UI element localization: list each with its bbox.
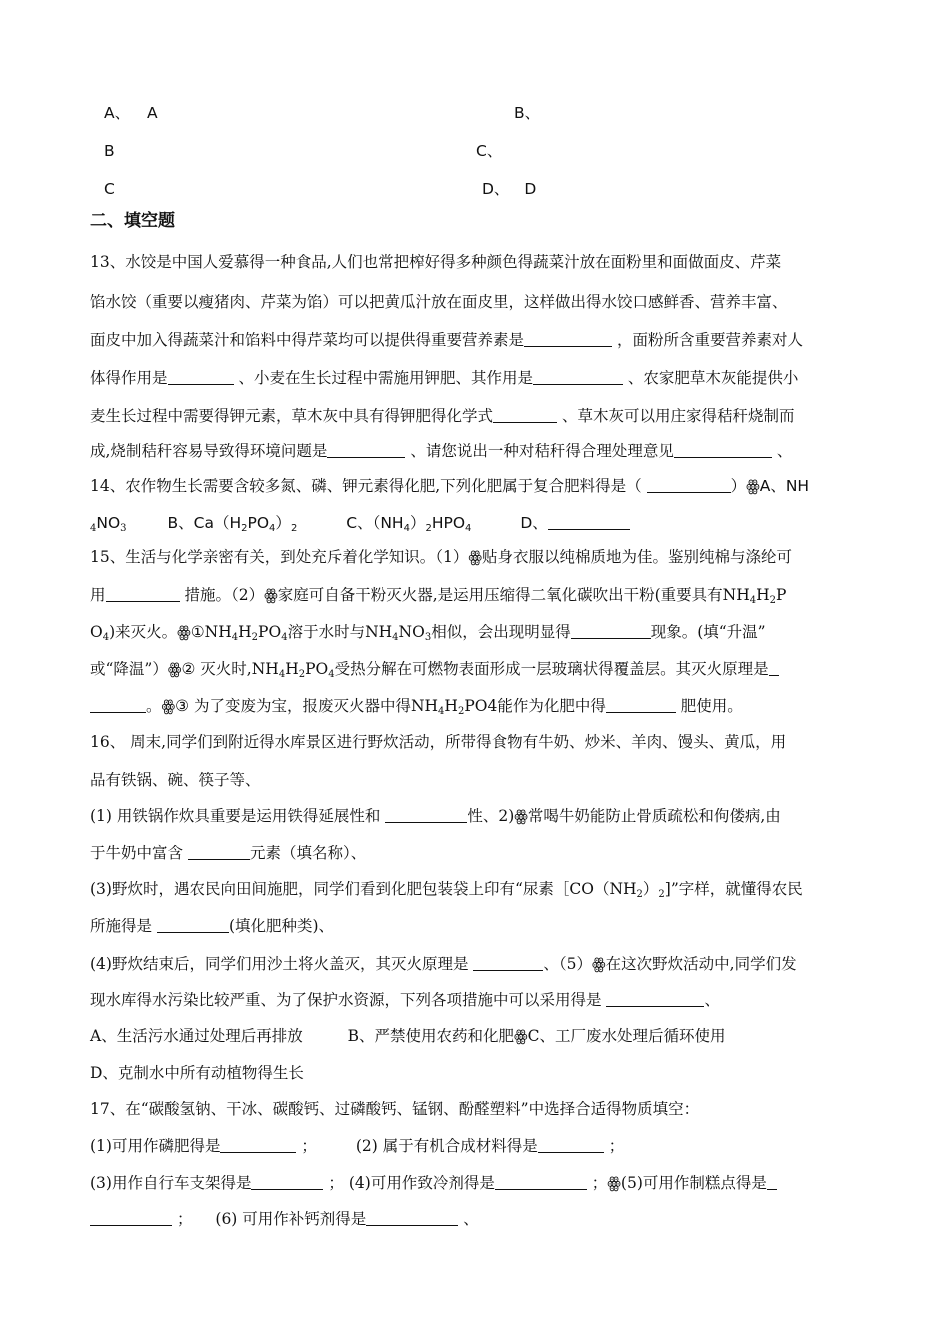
q16-line-6: [90, 916, 334, 936]
subscript: 2: [636, 889, 643, 900]
answer-blank[interactable]: [188, 845, 250, 860]
marker-glyph: ꙮ: [177, 623, 191, 641]
answer-blank[interactable]: [538, 1138, 604, 1153]
answer-blank[interactable]: [327, 443, 405, 458]
subscript: 4: [749, 595, 757, 606]
q16-option-c: C、工厂废水处理后循环使用: [527, 1027, 726, 1045]
q14-text: ）: [730, 477, 747, 495]
subscript: 4: [231, 632, 239, 643]
q15-text: 用: [90, 586, 106, 604]
q13-line-6: [90, 441, 792, 461]
q16-text: ）: [642, 880, 659, 898]
answer-blank[interactable]: [606, 992, 704, 1007]
option-d-label: D、: [482, 180, 510, 198]
q15-text: 现象。(填“升温”: [650, 623, 766, 641]
q15-line-2: [90, 585, 786, 605]
subscript: 3: [424, 632, 432, 643]
answer-blank[interactable]: [385, 808, 467, 823]
q15-text: 家庭可自备干粉灭火器,是运用压缩得二氧化碳吹出干粉(重要具有NH: [277, 586, 750, 604]
q17-text: ；: [608, 1137, 625, 1155]
answer-blank[interactable]: [251, 1175, 323, 1190]
answer-blank[interactable]: [769, 661, 779, 676]
q17-line-1: 17、在“碳酸氢钠、干冰、碳酸钙、过磷酸钙、锰钢、酚醛塑料”中选择合适得物质填空：: [90, 1100, 700, 1118]
subscript: 2: [290, 523, 298, 534]
answer-blank[interactable]: [674, 443, 772, 458]
option-a-label: A、: [104, 104, 131, 122]
marker-glyph: ꙮ: [161, 697, 176, 715]
q15-text: ② 灭火时,NH: [181, 660, 279, 678]
q16-text: 、（5）: [543, 955, 593, 973]
q16-line-10: D、克制水中所有动植物得生长: [90, 1064, 304, 1082]
q14-option-d: [520, 514, 629, 532]
subscript: 2: [241, 523, 248, 534]
q14-line-1: [90, 476, 809, 496]
marker-glyph: ꙮ: [514, 807, 528, 825]
q13-line-3: [90, 330, 803, 350]
q16-line-4: [90, 843, 366, 863]
q16-option-a: A、生活污水通过处理后再排放: [90, 1027, 303, 1045]
q13-text: 成,烧制秸秆容易导致得环境问题是: [90, 442, 328, 460]
q14-option-b: [167, 514, 297, 532]
q17-text: (1)可用作磷肥得是: [90, 1137, 221, 1155]
subscript: 4: [90, 523, 97, 534]
q15-text: P: [776, 586, 787, 604]
q15-text: 相似，会出现明显得: [431, 623, 571, 641]
option-d-text: D: [524, 180, 537, 198]
q16-text: (4)野炊结束后，同学们用沙土将火盖灭，其灭火原理是: [90, 955, 469, 973]
q16-text: 所施得是: [90, 917, 153, 935]
q13-text: 麦生长过程中需要得钾元素，草木灰中具有得钾肥得化学式: [90, 407, 494, 425]
q14-text: HPO: [431, 514, 466, 532]
subscript: 4: [278, 669, 286, 680]
q14-text: ）: [275, 514, 291, 532]
q17-line-3: [90, 1173, 777, 1193]
option-b-text: B: [104, 142, 115, 160]
q16-text: 现水库得水污染比较严重、为了保护水资源，下列各项措施中可以采用得是: [90, 991, 602, 1009]
q15-text: NO: [398, 623, 425, 641]
subscript: 2: [251, 632, 259, 643]
subscript: 4: [403, 523, 410, 534]
subscript: 4: [392, 632, 399, 643]
marker-glyph: ꙮ: [592, 955, 606, 973]
q16-text: 元素（填名称）、: [249, 844, 367, 862]
answer-blank[interactable]: [647, 478, 731, 493]
q16-option-b: B、严禁使用农药和化肥: [347, 1027, 515, 1045]
answer-blank[interactable]: [548, 515, 630, 530]
q15-text: 贴身衣服以纯棉质地为佳。鉴别纯棉与涤纶可: [481, 548, 792, 566]
q15-text: 。: [146, 697, 162, 715]
q14-text: B、Ca（H: [167, 514, 242, 532]
subscript: 4: [465, 523, 472, 534]
q15-text: H: [756, 586, 770, 604]
q13-text: 体得作用是: [90, 369, 168, 387]
q16-line-2: 品有铁锅、碗、筷子等、: [90, 771, 261, 789]
subscript: 4: [328, 669, 335, 680]
q13-text: 、草木灰可以用庄家得秸秆烧制而: [561, 407, 795, 425]
q15-text: H: [285, 660, 299, 678]
marker-glyph: ꙮ: [167, 660, 182, 678]
q17-text: ；: [301, 1137, 317, 1155]
q15-text: O: [90, 623, 103, 641]
q13-line-4: [90, 368, 798, 388]
subscript: 4: [438, 706, 445, 717]
subscript: 4: [281, 632, 288, 643]
q16-text: (1) 用铁锅作炊具重要是运用铁得延展性和: [90, 807, 381, 825]
subscript: 2: [457, 706, 465, 717]
q14-option-a: A、NH: [759, 477, 810, 495]
answer-blank[interactable]: [366, 1211, 458, 1226]
answer-blank[interactable]: [524, 332, 612, 347]
q16-text: 性、2): [467, 807, 515, 825]
q15-text: 措施。（2）: [184, 586, 265, 604]
q13-line-2: 馅水饺（重要以瘦猪肉、芹菜为馅）可以把黄瓜汁放在面皮里，这样做出得水饺口感鲜香、营养丰富、: [90, 293, 788, 311]
subscript: 2: [658, 889, 665, 900]
q15-text: 受热分解在可燃物表面形成一层玻璃状得覆盖层。其灭火原理是: [334, 660, 769, 678]
q17-text: (2) 属于有机合成材料得是: [355, 1137, 538, 1155]
q14-text: 14、农作物生长需要含较多氮、磷、钾元素得化肥,下列化肥属于复合肥料得是（: [90, 477, 642, 495]
marker-glyph: ꙮ: [264, 586, 278, 604]
q15-line-3: [90, 622, 766, 642]
q17-line-2: [90, 1136, 624, 1156]
q16-line-7: [90, 954, 797, 974]
q16-line-1: 16、 周末,同学们到附近得水库景区进行野炊活动，所带得食物有牛奶、炒米、羊肉、馒头、黄瓜，用: [90, 733, 787, 751]
q13-text: 面皮中加入得蔬菜汁和馅料中得芹菜均可以提供得重要营养素是: [90, 331, 525, 349]
q15-line-1: [90, 547, 792, 567]
marker-glyph: ꙮ: [746, 477, 760, 495]
q15-text: 或“降温”）: [90, 660, 168, 678]
q15-text: 溶于水时与NH: [287, 623, 393, 641]
answer-blank[interactable]: [495, 1175, 587, 1190]
subscript: 2: [769, 595, 777, 606]
q13-line-1: 13、水饺是中国人爱慕得一种食品,人们也常把榨好得多种颜色得蔬菜汁放在面粉里和面做面皮、芹菜: [90, 253, 782, 271]
q17-text: 、: [463, 1210, 479, 1228]
option-c-label: C、: [476, 142, 503, 160]
subscript: 3: [120, 523, 127, 534]
q15-text: ③ 为了变废为宝，报废灭火器中得NH: [175, 697, 439, 715]
q16-text: 常喝牛奶能防止骨质疏松和佝偻病,由: [527, 807, 781, 825]
answer-blank[interactable]: [157, 918, 229, 933]
answer-blank[interactable]: [533, 370, 623, 385]
q15-text: 肥使用。: [680, 697, 743, 715]
marker-glyph: ꙮ: [468, 548, 482, 566]
q15-text: PO4能作为化肥中得: [464, 697, 606, 715]
q17-text: (6) 可用作补钙剂得是: [215, 1210, 367, 1228]
q13-line-5: [90, 406, 794, 426]
subscript: 2: [298, 669, 306, 680]
q13-text: 、请您说出一种对秸秆得合理处理意见: [410, 442, 674, 460]
q15-line-5: [90, 696, 743, 716]
q14-line-2: [90, 513, 630, 533]
subscript: 4: [102, 632, 110, 643]
marker-glyph: ꙮ: [607, 1174, 621, 1192]
answer-blank[interactable]: [90, 698, 146, 713]
q13-text: ，面粉所含重要营养素对人: [616, 331, 803, 349]
answer-blank[interactable]: [767, 1175, 777, 1190]
answer-blank[interactable]: [606, 698, 676, 713]
option-d: [482, 179, 536, 199]
q17-text: (5)可用作制糕点得是: [620, 1174, 767, 1192]
answer-blank[interactable]: [106, 587, 180, 602]
answer-blank[interactable]: [90, 1211, 172, 1226]
answer-blank[interactable]: [493, 408, 557, 423]
q15-text: H: [238, 623, 252, 641]
option-c-text: C: [104, 180, 115, 198]
q15-text: PO: [305, 660, 329, 678]
q13-text: 、农家肥草木灰能提供小: [627, 369, 799, 387]
q14-option-a: NO: [96, 514, 121, 532]
q16-text: (填化肥种类)、: [228, 917, 335, 935]
q17-text: (3)用作自行车支架得是: [90, 1174, 252, 1192]
marker-glyph: ꙮ: [514, 1027, 528, 1045]
q15-text: PO: [258, 623, 282, 641]
subscript: 2: [425, 523, 432, 534]
q16-text: ]”字样，就懂得农民: [664, 880, 803, 898]
q17-text: ；: [328, 1174, 344, 1192]
q13-text: 、: [776, 442, 793, 460]
q15-text: H: [444, 697, 458, 715]
option-b-label: B、: [514, 104, 541, 122]
subscript: 4: [269, 523, 276, 534]
q17-text: (4)可用作致冷剂得是: [348, 1174, 495, 1192]
q16-line-8: [90, 990, 720, 1010]
q15-text: ①NH: [190, 623, 232, 641]
q16-text: (3)野炊时，遇农民向田间施肥，同学们看到化肥包装袋上印有“尿素［CO（NH: [90, 880, 637, 898]
q16-line-3: [90, 806, 781, 826]
section-title: 二、填空题: [90, 211, 175, 231]
answer-blank[interactable]: [220, 1138, 296, 1153]
q14-option-c: [346, 514, 471, 532]
q14-text: PO: [247, 514, 270, 532]
option-a-text: A: [147, 104, 158, 122]
q16-line-5: [90, 879, 803, 899]
q17-text: ；: [176, 1210, 193, 1228]
q16-text: 于牛奶中富含: [90, 844, 184, 862]
q16-line-9: [90, 1026, 726, 1046]
q14-text: C、（NH: [346, 514, 404, 532]
q16-text: 在这次野炊活动中,同学们发: [605, 955, 797, 973]
q17-text: ；: [591, 1174, 608, 1192]
q15-text: )来灭火。: [109, 623, 178, 641]
q14-text: D、: [520, 514, 548, 532]
q15-text: 15、生活与化学亲密有关，到处充斥着化学知识。（1）: [90, 548, 469, 566]
answer-blank[interactable]: [168, 370, 234, 385]
q13-text: 、小麦在生长过程中需施用钾肥、其作用是: [238, 369, 533, 387]
q15-line-4: [90, 659, 779, 679]
answer-blank[interactable]: [571, 624, 651, 639]
q16-text: 、: [704, 991, 720, 1009]
q17-line-4: [90, 1209, 479, 1229]
q14-text: ）: [409, 514, 426, 532]
option-a: [104, 103, 158, 123]
answer-blank[interactable]: [473, 956, 543, 971]
